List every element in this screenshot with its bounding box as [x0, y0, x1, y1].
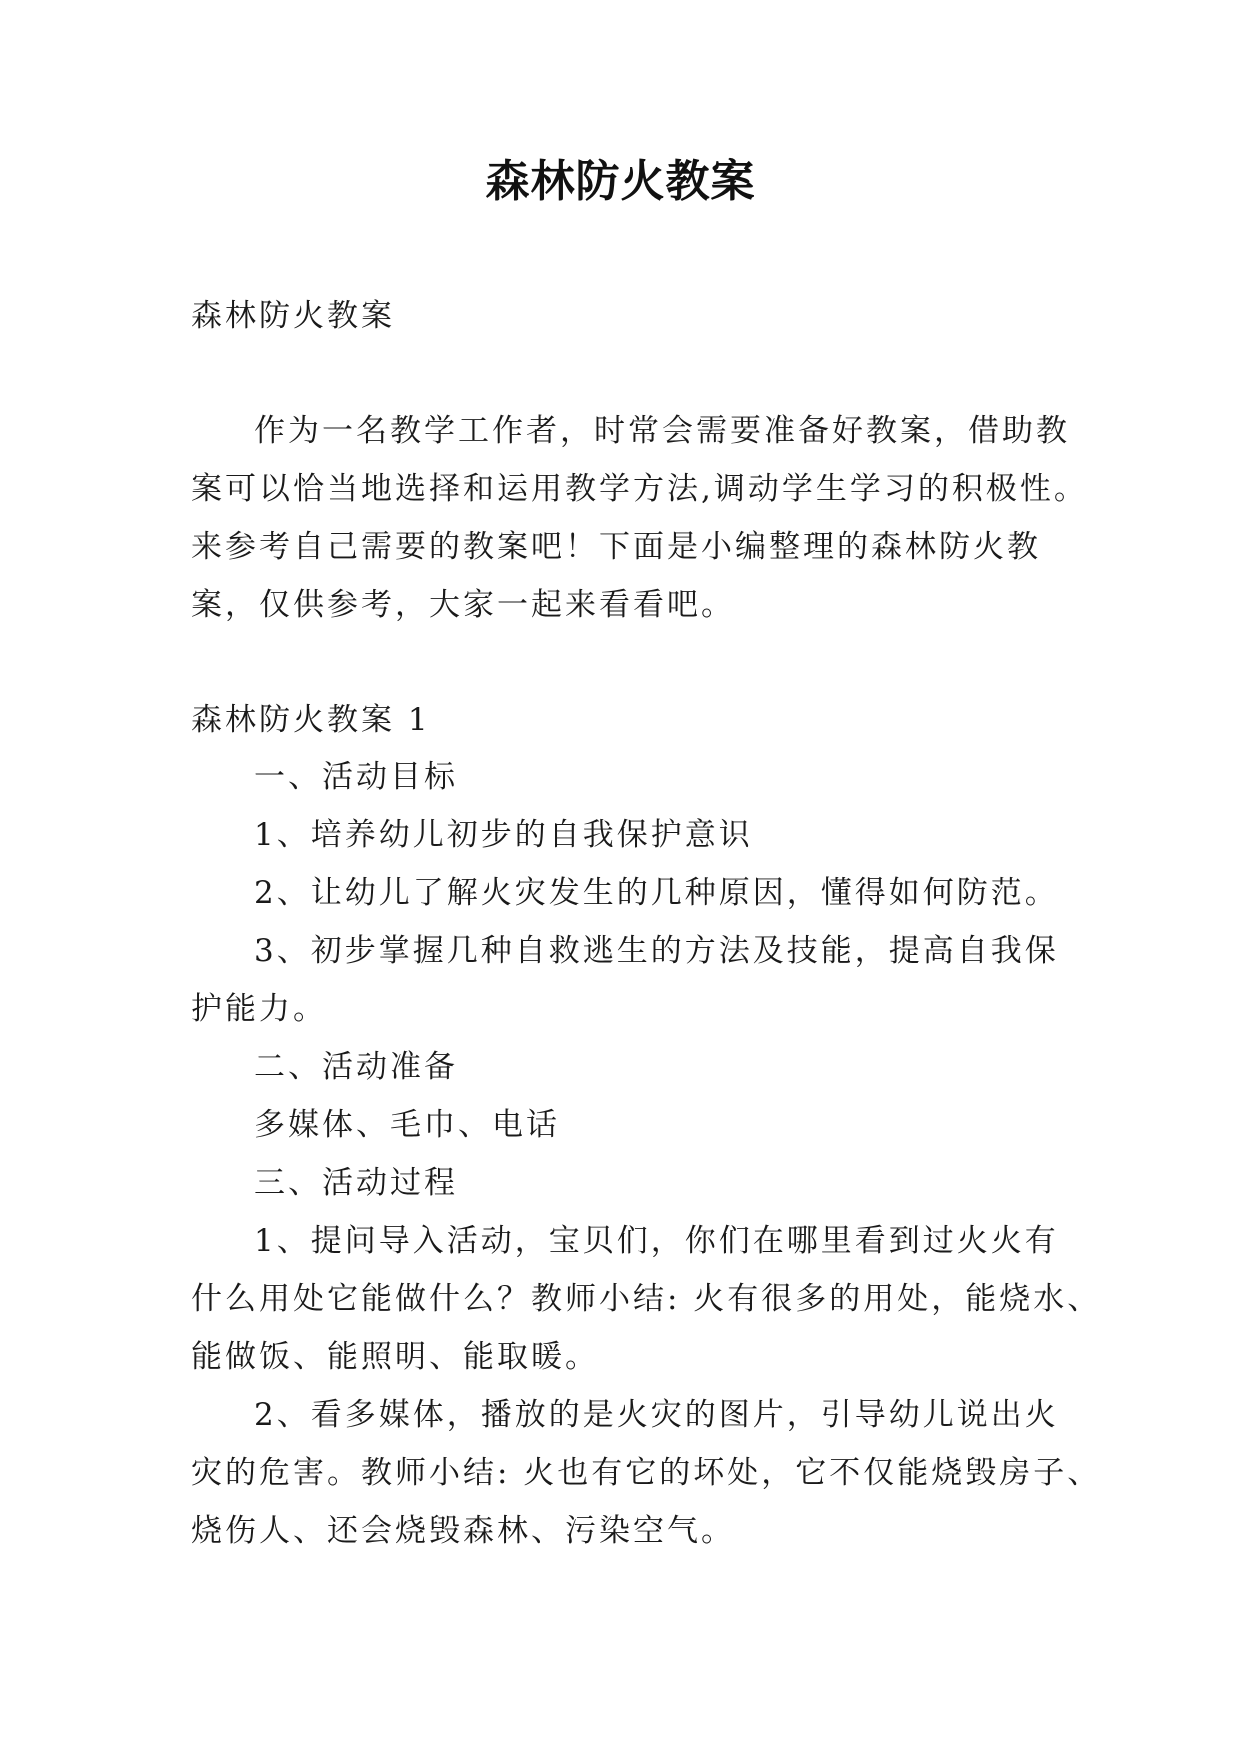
section-title: 森林防火教案 1 — [191, 702, 431, 738]
intro-line: 来参考自己需要的教案吧！下面是小编整理的森林防火教 — [191, 529, 1041, 565]
intro-line: 作为一名教学工作者，时常会需要准备好教案，借助教 — [254, 413, 1070, 449]
process-step-continued: 灾的危害。教师小结: 火也有它的坏处，它不仅能烧毁房子、 — [191, 1455, 1102, 1491]
section-heading: 二、活动准备 — [254, 1049, 458, 1085]
objective-item: 2、让幼儿了解火灾发生的几种原因，懂得如何防范。 — [254, 875, 1059, 911]
section-heading: 一、活动目标 — [254, 759, 458, 795]
section-heading: 三、活动过程 — [254, 1165, 458, 1201]
process-step: 1、提问导入活动，宝贝们，你们在哪里看到过火火有 — [254, 1223, 1059, 1259]
materials-list: 多媒体、毛巾、电话 — [254, 1107, 560, 1143]
process-step-continued: 能做饭、能照明、能取暖。 — [191, 1339, 599, 1375]
process-step-continued: 什么用处它能做什么？教师小结: 火有很多的用处，能烧水、 — [191, 1281, 1102, 1317]
objective-item: 3、初步掌握几种自救逃生的方法及技能，提高自我保 — [254, 933, 1059, 969]
intro-line: 案可以恰当地选择和运用教学方法,调动学生学习的积极性。 — [191, 471, 1088, 507]
objective-item-continued: 护能力。 — [191, 991, 327, 1027]
document-title: 森林防火教案 — [485, 156, 756, 207]
intro-line: 案，仅供参考，大家一起来看看吧。 — [191, 587, 735, 623]
process-step: 2、看多媒体，播放的是火灾的图片，引导幼儿说出火 — [254, 1397, 1059, 1433]
document-subtitle: 森林防火教案 — [191, 298, 395, 334]
objective-item: 1、培养幼儿初步的自我保护意识 — [254, 817, 753, 853]
process-step-continued: 烧伤人、还会烧毁森林、污染空气。 — [191, 1513, 735, 1549]
